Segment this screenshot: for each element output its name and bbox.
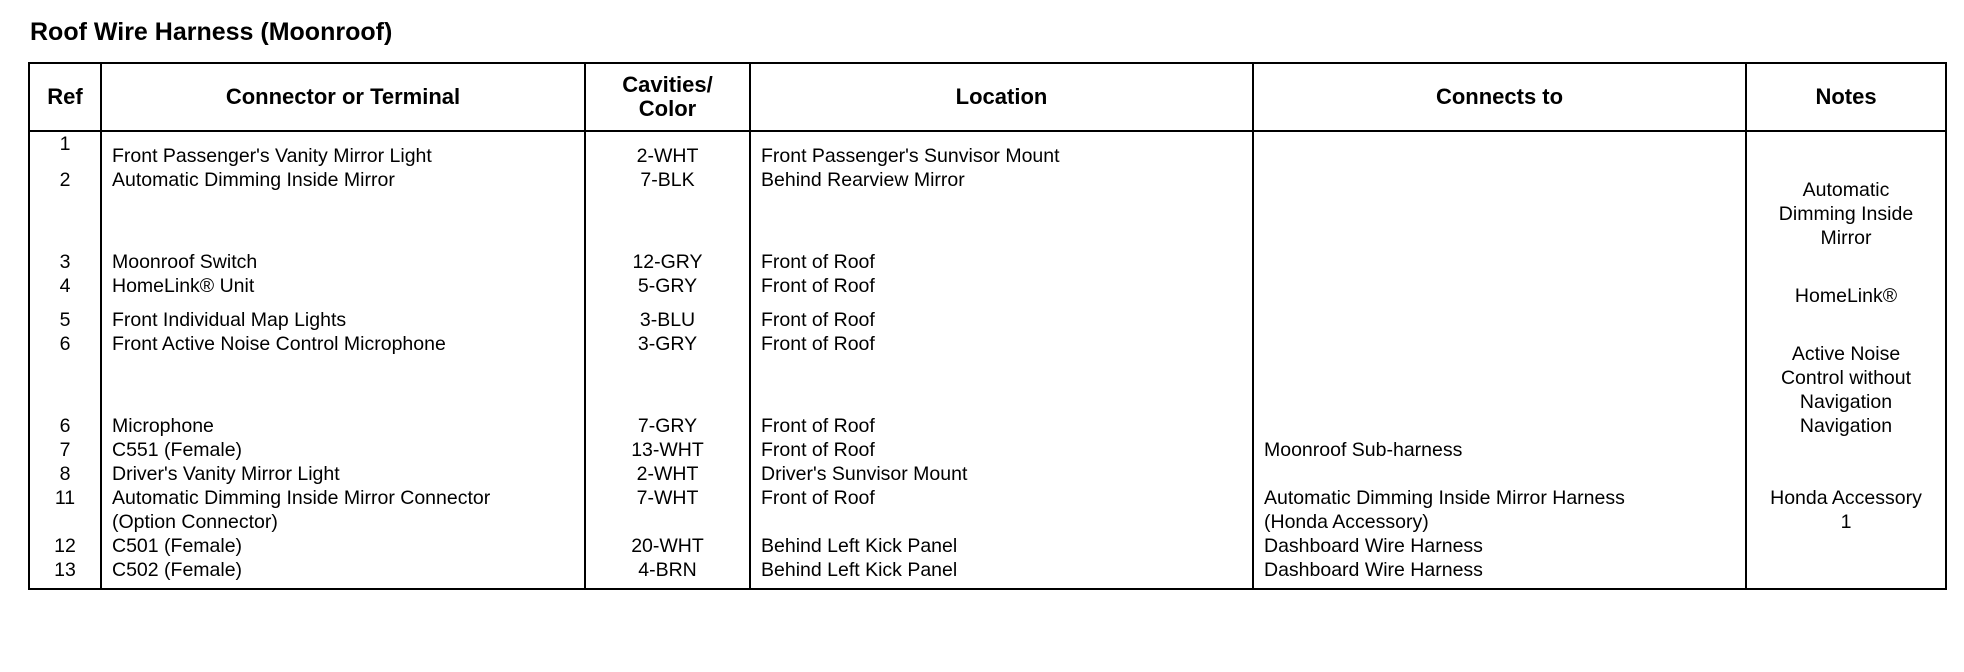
cavities-cell: 2-WHT (585, 131, 750, 168)
ref-cell: 11 (29, 486, 101, 534)
connector-cell: Driver's Vanity Mirror Light (101, 462, 585, 486)
table-row (29, 131, 1946, 168)
connector-cell: C551 (Female) (101, 438, 585, 462)
ref-cell: 12 (29, 534, 101, 558)
location-cell: Behind Left Kick Panel (750, 534, 1253, 558)
location-cell: Driver's Sunvisor Mount (750, 462, 1253, 486)
column-header-notes: Notes (1746, 63, 1946, 131)
notes-cell (1746, 308, 1946, 332)
notes-cell (1746, 534, 1946, 558)
ref-cell: 6 (29, 332, 101, 414)
location-cell: Front of Roof (750, 438, 1253, 462)
column-header-cavities: Cavities/ Color (585, 63, 750, 131)
notes-cell: Automatic Dimming Inside Mirror (1746, 168, 1946, 250)
location-cell: Front of Roof (750, 332, 1253, 414)
cavities-cell: 3-GRY (585, 332, 750, 414)
connects-to-cell (1253, 308, 1746, 332)
location-cell: Behind Rearview Mirror (750, 168, 1253, 250)
location-cell: Behind Left Kick Panel (750, 558, 1253, 589)
connector-cell: Front Individual Map Lights (101, 308, 585, 332)
table-row (29, 438, 1946, 462)
connects-to-cell (1253, 131, 1746, 168)
table-row (29, 168, 1946, 250)
connects-to-cell (1253, 250, 1746, 274)
notes-cell: Active Noise Control without Navigation (1746, 332, 1946, 414)
connector-cell: Front Passenger's Vanity Mirror Light (101, 131, 585, 168)
connects-to-cell: Automatic Dimming Inside Mirror Harness (Honda Accessory) (1253, 486, 1746, 534)
connects-to-cell (1253, 274, 1746, 308)
table-row (29, 332, 1946, 414)
connector-cell: Microphone (101, 414, 585, 438)
connector-cell: Moonroof Switch (101, 250, 585, 274)
connector-cell: HomeLink® Unit (101, 274, 585, 308)
table-row (29, 486, 1946, 534)
location-cell: Front of Roof (750, 486, 1253, 534)
cavities-cell: 12-GRY (585, 250, 750, 274)
connector-cell: C501 (Female) (101, 534, 585, 558)
connects-to-cell: Dashboard Wire Harness (1253, 534, 1746, 558)
column-header-connector: Connector or Terminal (101, 63, 585, 131)
column-header-connects-to: Connects to (1253, 63, 1746, 131)
notes-cell: HomeLink® (1746, 274, 1946, 308)
column-header-ref: Ref (29, 63, 101, 131)
ref-cell: 7 (29, 438, 101, 462)
ref-cell: 5 (29, 308, 101, 332)
table-row (29, 558, 1946, 589)
notes-cell (1746, 462, 1946, 486)
cavities-cell: 4-BRN (585, 558, 750, 589)
location-cell: Front of Roof (750, 250, 1253, 274)
harness-table (28, 62, 1947, 590)
cavities-cell: 2-WHT (585, 462, 750, 486)
cavities-cell: 3-BLU (585, 308, 750, 332)
connects-to-cell (1253, 168, 1746, 250)
cavities-cell: 7-BLK (585, 168, 750, 250)
connector-cell: C502 (Female) (101, 558, 585, 589)
ref-cell: 3 (29, 250, 101, 274)
notes-cell: Honda Accessory 1 (1746, 486, 1946, 534)
column-header-location: Location (750, 63, 1253, 131)
cavities-cell: 7-WHT (585, 486, 750, 534)
table-row (29, 274, 1946, 308)
ref-cell: 1 (29, 131, 101, 168)
location-cell: Front of Roof (750, 274, 1253, 308)
ref-cell: 2 (29, 168, 101, 250)
notes-cell (1746, 558, 1946, 589)
connects-to-cell (1253, 414, 1746, 438)
ref-cell: 8 (29, 462, 101, 486)
connects-to-cell (1253, 332, 1746, 414)
location-cell: Front of Roof (750, 414, 1253, 438)
notes-cell (1746, 131, 1946, 168)
connector-cell: Automatic Dimming Inside Mirror (101, 168, 585, 250)
notes-cell (1746, 438, 1946, 462)
cavities-cell: 20-WHT (585, 534, 750, 558)
table-row (29, 250, 1946, 274)
notes-cell: Navigation (1746, 414, 1946, 438)
notes-cell (1746, 250, 1946, 274)
page-title: Roof Wire Harness (Moonroof) (30, 18, 393, 46)
connects-to-cell: Moonroof Sub-harness (1253, 438, 1746, 462)
connector-cell: Automatic Dimming Inside Mirror Connector (Option Connector) (101, 486, 585, 534)
cavities-cell: 13-WHT (585, 438, 750, 462)
location-cell: Front of Roof (750, 308, 1253, 332)
cavities-cell: 5-GRY (585, 274, 750, 308)
table-row (29, 414, 1946, 438)
connects-to-cell (1253, 462, 1746, 486)
connects-to-cell: Dashboard Wire Harness (1253, 558, 1746, 589)
cavities-cell: 7-GRY (585, 414, 750, 438)
location-cell: Front Passenger's Sunvisor Mount (750, 131, 1253, 168)
table-row (29, 534, 1946, 558)
ref-cell: 4 (29, 274, 101, 308)
connector-cell: Front Active Noise Control Microphone (101, 332, 585, 414)
table-row (29, 462, 1946, 486)
ref-cell: 13 (29, 558, 101, 589)
ref-cell: 6 (29, 414, 101, 438)
table-header-row (29, 63, 1946, 131)
table-row (29, 308, 1946, 332)
